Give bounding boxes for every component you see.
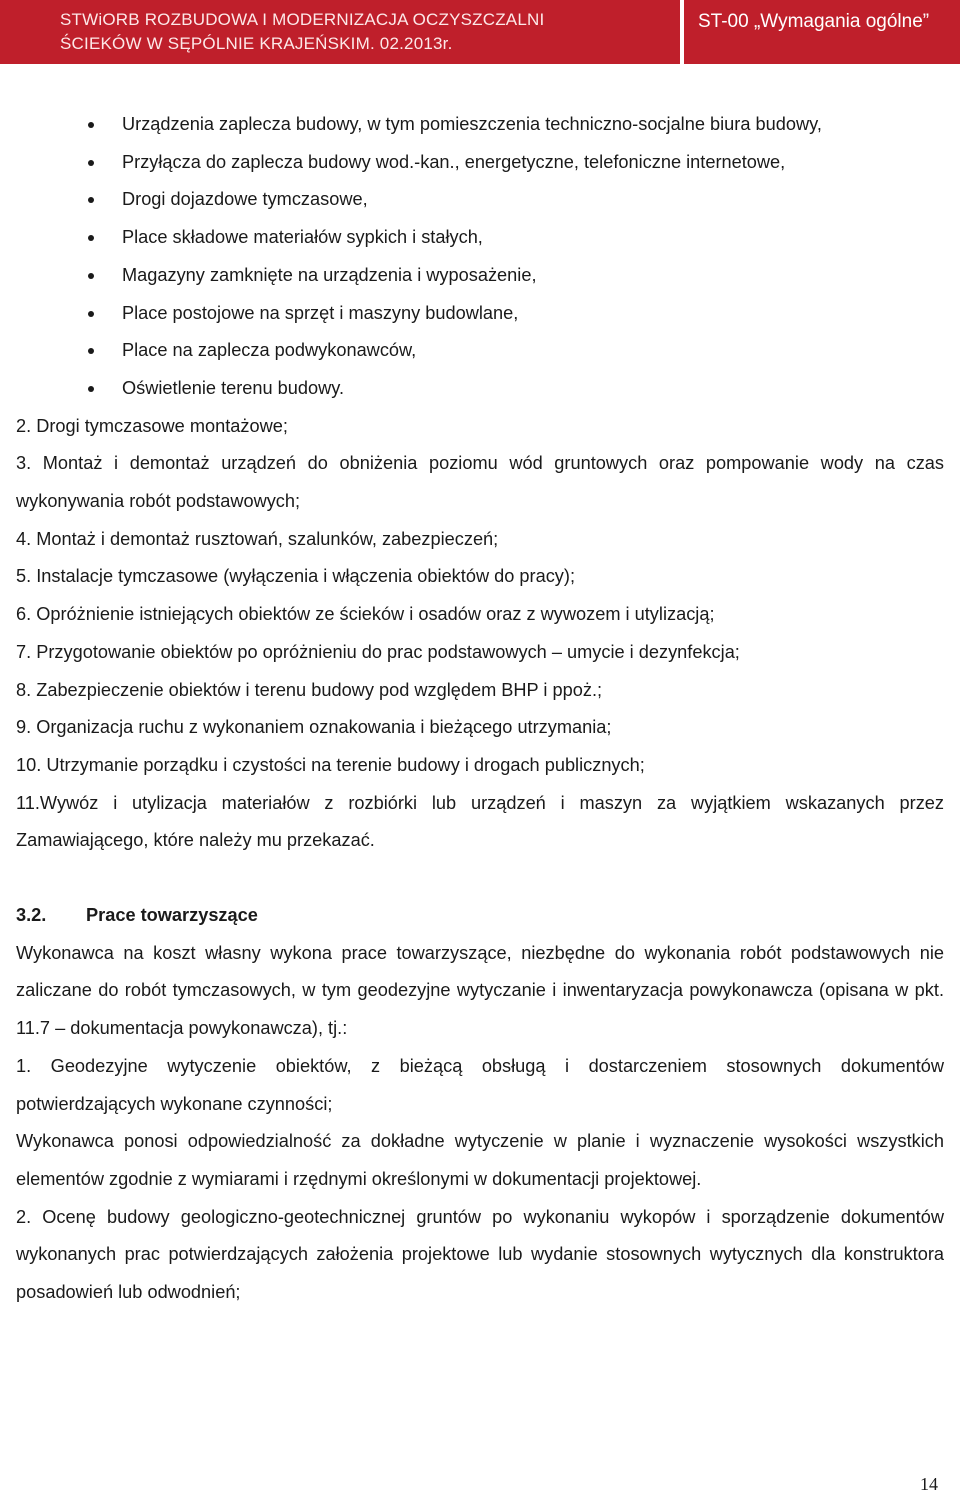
bullet-icon: [88, 386, 94, 392]
section-heading: [16, 897, 944, 935]
bullet-list: [16, 106, 944, 408]
list-item: Drogi dojazdowe tymczasowe,: [16, 181, 944, 219]
list-item: Oświetlenie terenu budowy.: [16, 370, 944, 408]
bullet-icon: [88, 197, 94, 203]
document-title-line2: ŚCIEKÓW W SĘPÓLNIE KRAJEŃSKIM. 02.2013r.: [60, 34, 453, 53]
numbered-item: 8. Zabezpieczenie obiektów i terenu budowy pod względem BHP i ppoż.;: [16, 679, 603, 700]
numbered-item: 11.Wywóz i utylizacja materiałów z rozbiórki lub urządzeń i maszyn za wyjątkiem wskazanych przez Zamawiającego, które należy mu przekazać.: [16, 792, 944, 851]
bullet-icon: [88, 235, 94, 241]
list-item: Przyłącza do zaplecza budowy wod.-kan., energetyczne, telefoniczne internetowe,: [16, 144, 944, 182]
numbered-item: 3. Montaż i demontaż urządzeń do obniżenia poziomu wód gruntowych oraz pompowanie wody na czas wykonywania robót podstawowych;: [16, 453, 944, 512]
section-paragraph: Wykonawca ponosi odpowiedzialność za dokładne wytyczenie w planie i wyznaczenie wysokości wszystkich elementów zgodnie z wymiarami i rzędnymi określonymi w dokumentacji projektowej.: [16, 1131, 944, 1189]
list-item: Place postojowe na sprzęt i maszyny budowlane,: [16, 295, 944, 333]
bullet-icon: [88, 311, 94, 317]
page-number: 14: [920, 1474, 938, 1494]
section-number: 3.2.: [16, 905, 47, 926]
bullet-icon: [88, 122, 94, 128]
list-item: Place składowe materiałów sypkich i stałych,: [16, 219, 944, 257]
bullet-icon: [88, 160, 94, 166]
page-header: [0, 0, 960, 64]
numbered-item: 2. Drogi tymczasowe montażowe;: [16, 415, 288, 436]
document-title: [0, 0, 680, 64]
list-item: Urządzenia zaplecza budowy, w tym pomieszczenia techniczno-socjalne biura budowy,: [16, 106, 944, 144]
spacer: [16, 860, 944, 897]
list-item: Magazyny zamknięte na urządzenia i wyposażenie,: [16, 257, 944, 295]
numbered-item: 10. Utrzymanie porządku i czystości na terenie budowy i drogach publicznych;: [16, 754, 645, 775]
numbered-item: 6. Opróżnienie istniejących obiektów ze ścieków i osadów oraz z wywozem i utylizacją;: [16, 604, 715, 625]
section-code: ST-00 „Wymagania ogólne”: [684, 0, 960, 64]
section-title: Prace towarzyszące: [86, 905, 258, 926]
list-item: Place na zaplecza podwykonawców,: [16, 332, 944, 370]
numbered-item: 5. Instalacje tymczasowe (wyłączenia i włączenia obiektów do pracy);: [16, 566, 575, 587]
bullet-icon: [88, 348, 94, 354]
section-paragraph: 1. Geodezyjne wytyczenie obiektów, z bieżącą obsługą i dostarczeniem stosownych dokumentów potwierdzających wykonane czynności;: [16, 1055, 944, 1114]
numbered-item: 7. Przygotowanie obiektów po opróżnieniu do prac podstawowych – umycie i dezynfekcja;: [16, 641, 740, 662]
document-title-line1: STWiORB ROZBUDOWA I MODERNIZACJA OCZYSZCZALNI: [60, 10, 545, 29]
document-body: [16, 106, 944, 1312]
numbered-item: 4. Montaż i demontaż rusztowań, szalunków, zabezpieczeń;: [16, 528, 499, 549]
section-intro: Wykonawca na koszt własny wykona prace towarzyszące, niezbędne do wykonania robót podstawowych nie zaliczane do robót tymczasowych, w tym geodezyjne wytyczanie i inwentaryzacja powykonawcza (opisana w pkt. 11.7 – dokumentacja powykonawcza), tj.:: [16, 942, 944, 1039]
bullet-icon: [88, 273, 94, 279]
section-paragraph: 2. Ocenę budowy geologiczno-geotechnicznej gruntów po wykonaniu wykopów i sporządzenie dokumentów wykonanych prac potwierdzających założenia projektowe lub wydanie stosownych wytycznych dla konstruktora posadowień lub odwodnień;: [16, 1206, 944, 1303]
numbered-item: 9. Organizacja ruchu z wykonaniem oznakowania i bieżącego utrzymania;: [16, 717, 612, 738]
